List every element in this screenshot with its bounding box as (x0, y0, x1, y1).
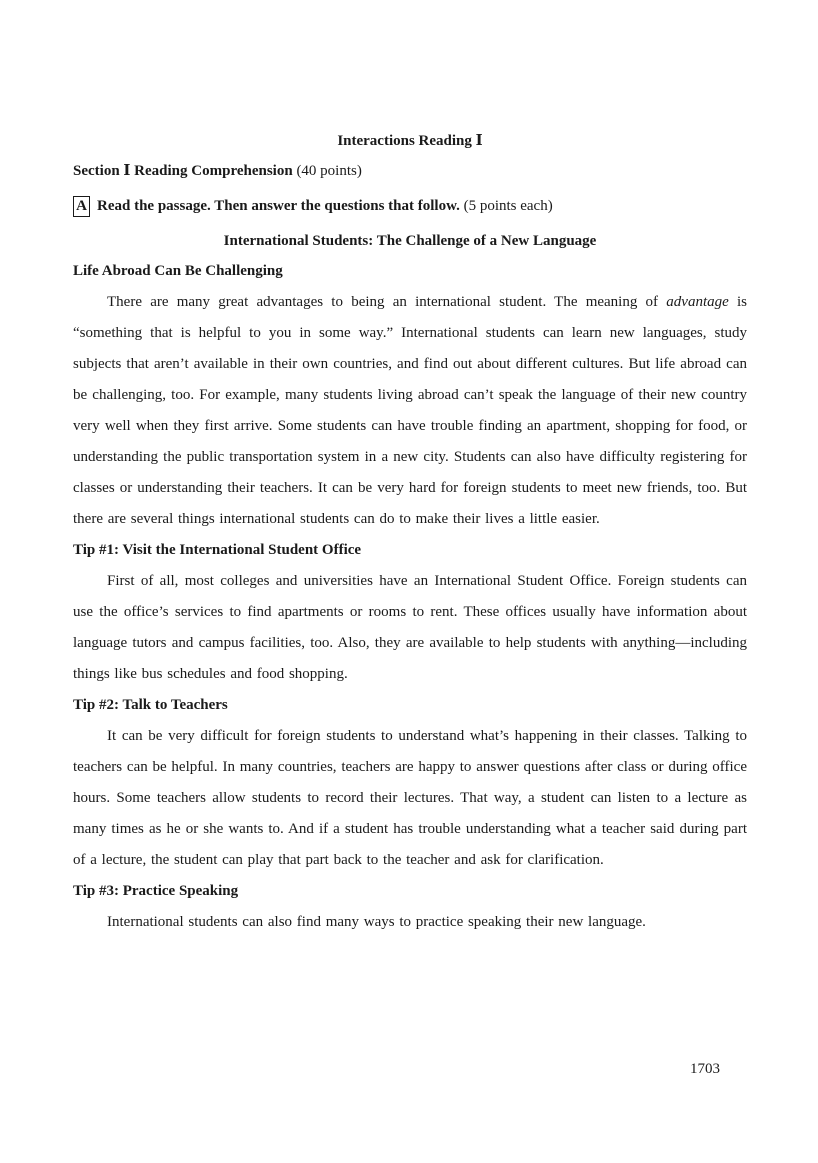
passage-title: International Students: The Challenge of a New Language (223, 233, 597, 249)
instruction-line (73, 186, 747, 226)
part-box-label: A (73, 196, 90, 217)
subheading-tip-2: Tip #2: Talk to Teachers (73, 697, 228, 713)
paragraph-italic-term: advantage (666, 294, 729, 310)
paragraph-tip-3: International students can also find many ways to practice speaking their new language. (107, 914, 646, 930)
paragraph-life-abroad (73, 287, 747, 535)
paragraph-text: There are many great advantages to being an international student. The meaning of (107, 294, 667, 310)
paragraph-text-continued: is “something that is helpful to you in some way.” International students can learn new languages, study subjects that aren’t available in their own countries, and find out about different cultures. But life abroad can be challenging, too. For example, many students living abroad can’t speak the language of their new country very well when they first arrive. Some students can have trouble finding an apartment, shopping for food, or understanding the public transportation system in a new city. Students can also have difficulty registering for classes or understanding their teachers. It can be very hard for foreign students to meet new friends, too. But there are several things international students can do to make their lives a little easier. (73, 294, 747, 527)
section-points: (40 points) (296, 163, 362, 179)
subheading-tip-1: Tip #1: Visit the International Student Office (73, 542, 362, 558)
page-number: 1703 (690, 1061, 720, 1077)
section-heading (73, 156, 747, 186)
subheading-tip-3: Tip #3: Practice Speaking (73, 883, 239, 899)
document-page (73, 126, 747, 938)
instruction-points: (5 points each) (463, 198, 553, 214)
paragraph-tip-2: It can be very difficult for foreign students to understand what’s happening in their classes. Talking to teachers can be helpful. In many countries, teachers are happy to answer questions after class or during office hours. Some teachers allow students to record their lectures. That way, a student can listen to a lecture as many times as he or she wants to. And if a student has trouble understanding what a teacher said during part of a lecture, the student can play that part back to the teacher and ask for clarification. (73, 728, 747, 868)
page-title: Interactions Reading Ⅰ (337, 133, 483, 149)
instruction-text: Read the passage. Then answer the questions that follow. (97, 198, 460, 214)
subheading-life-abroad: Life Abroad Can Be Challenging (73, 263, 283, 279)
paragraph-tip-1: First of all, most colleges and universities have an International Student Office. Foreign students can use the office’s services to find apartments or rooms to rent. These offices usually have information about language tutors and campus facilities, too. Also, they are available to help students with anything—including things like bus schedules and food shopping. (73, 573, 747, 682)
section-label: Section Ⅰ Reading Comprehension (73, 163, 293, 179)
